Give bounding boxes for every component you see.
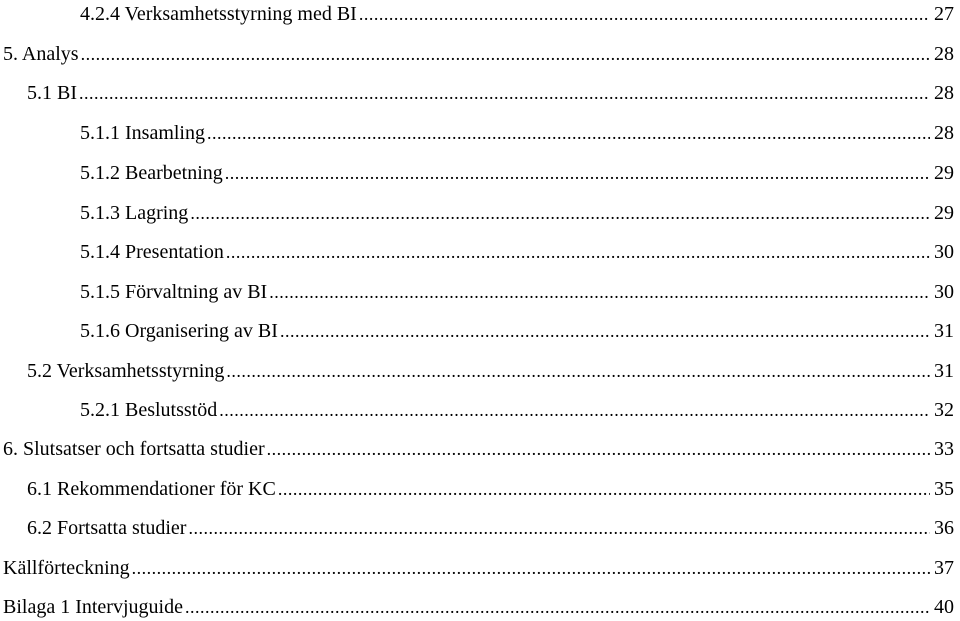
toc-entry-title: 6.2 Fortsatta studier <box>27 517 187 539</box>
toc-entry-title: 5.2 Verksamhetsstyrning <box>27 360 225 382</box>
toc-entry-5-1-6[interactable] <box>80 318 954 344</box>
toc-dot-leader <box>267 436 930 462</box>
toc-entry-page: 35 <box>934 478 954 500</box>
toc-dot-leader <box>185 594 930 620</box>
toc-dot-leader <box>81 41 930 67</box>
toc-entry-5-1-4[interactable] <box>80 239 954 265</box>
toc-entry-5-1-3[interactable] <box>80 200 954 226</box>
toc-entry-5-1-2[interactable] <box>80 160 954 186</box>
toc-entry-5-1-1[interactable] <box>80 120 954 146</box>
toc-entry-page: 30 <box>934 281 954 303</box>
toc-entry-page: 28 <box>934 82 954 104</box>
toc-entry-page: 31 <box>934 360 954 382</box>
toc-dot-leader <box>79 80 930 106</box>
toc-entry-6-2[interactable] <box>27 515 954 541</box>
toc-entry-5-1-5[interactable] <box>80 279 954 305</box>
toc-entry-title: Bilaga 1 Intervjuguide <box>3 596 183 618</box>
toc-entry-6[interactable] <box>3 436 954 462</box>
toc-entry-title: 5.1.1 Insamling <box>80 122 205 144</box>
toc-dot-leader <box>219 397 930 423</box>
toc-entry-4-2-4[interactable] <box>80 1 954 27</box>
toc-entry-page: 33 <box>934 438 954 460</box>
toc-dot-leader <box>132 555 930 581</box>
toc-entry-page: 36 <box>934 517 954 539</box>
toc-entry-title: 6. Slutsatser och fortsatta studier <box>3 438 265 460</box>
toc-dot-leader <box>226 358 930 384</box>
toc-entry-page: 31 <box>934 320 954 342</box>
toc-dot-leader <box>226 239 930 265</box>
toc-entry-title: 5.2.1 Beslutsstöd <box>80 399 218 421</box>
toc-entry-page: 29 <box>934 162 954 184</box>
toc-entry-5-2[interactable] <box>27 358 954 384</box>
toc-dot-leader <box>207 120 930 146</box>
toc-entry-bilaga-1[interactable] <box>3 594 954 620</box>
toc-entry-kallforteckning[interactable] <box>3 555 954 581</box>
toc-dot-leader <box>190 200 930 226</box>
toc-entry-title: 5.1.4 Presentation <box>80 241 224 263</box>
toc-dot-leader <box>269 279 930 305</box>
toc-entry-page: 29 <box>934 202 954 224</box>
toc-entry-title: 6.1 Rekommendationer för KC <box>27 478 276 500</box>
toc-dot-leader <box>278 476 930 502</box>
toc-entry-title: 4.2.4 Verksamhetsstyrning med BI <box>80 3 357 25</box>
toc-entry-page: 30 <box>934 241 954 263</box>
toc-entry-page: 37 <box>934 557 954 579</box>
toc-entry-title: 5.1.3 Lagring <box>80 202 189 224</box>
toc-dot-leader <box>280 318 930 344</box>
toc-entry-title: 5. Analys <box>3 43 79 65</box>
toc-dot-leader <box>359 1 930 27</box>
toc-entry-5[interactable] <box>3 41 954 67</box>
toc-entry-title: 5.1.5 Förvaltning av BI <box>80 281 268 303</box>
toc-entry-6-1[interactable] <box>27 476 954 502</box>
toc-entry-5-1[interactable] <box>27 80 954 106</box>
toc-entry-page: 32 <box>934 399 954 421</box>
toc-entry-title: 5.1.6 Organisering av BI <box>80 320 278 342</box>
toc-entry-page: 28 <box>934 122 954 144</box>
toc-entry-page: 28 <box>934 43 954 65</box>
toc-entry-title: 5.1.2 Bearbetning <box>80 162 223 184</box>
toc-entry-page: 27 <box>934 3 954 25</box>
toc-dot-leader <box>225 160 930 186</box>
toc-entry-title: Källförteckning <box>3 557 130 579</box>
toc-entry-page: 40 <box>934 596 954 618</box>
toc-entry-title: 5.1 BI <box>27 82 77 104</box>
toc-dot-leader <box>188 515 930 541</box>
toc-entry-5-2-1[interactable] <box>80 397 954 423</box>
